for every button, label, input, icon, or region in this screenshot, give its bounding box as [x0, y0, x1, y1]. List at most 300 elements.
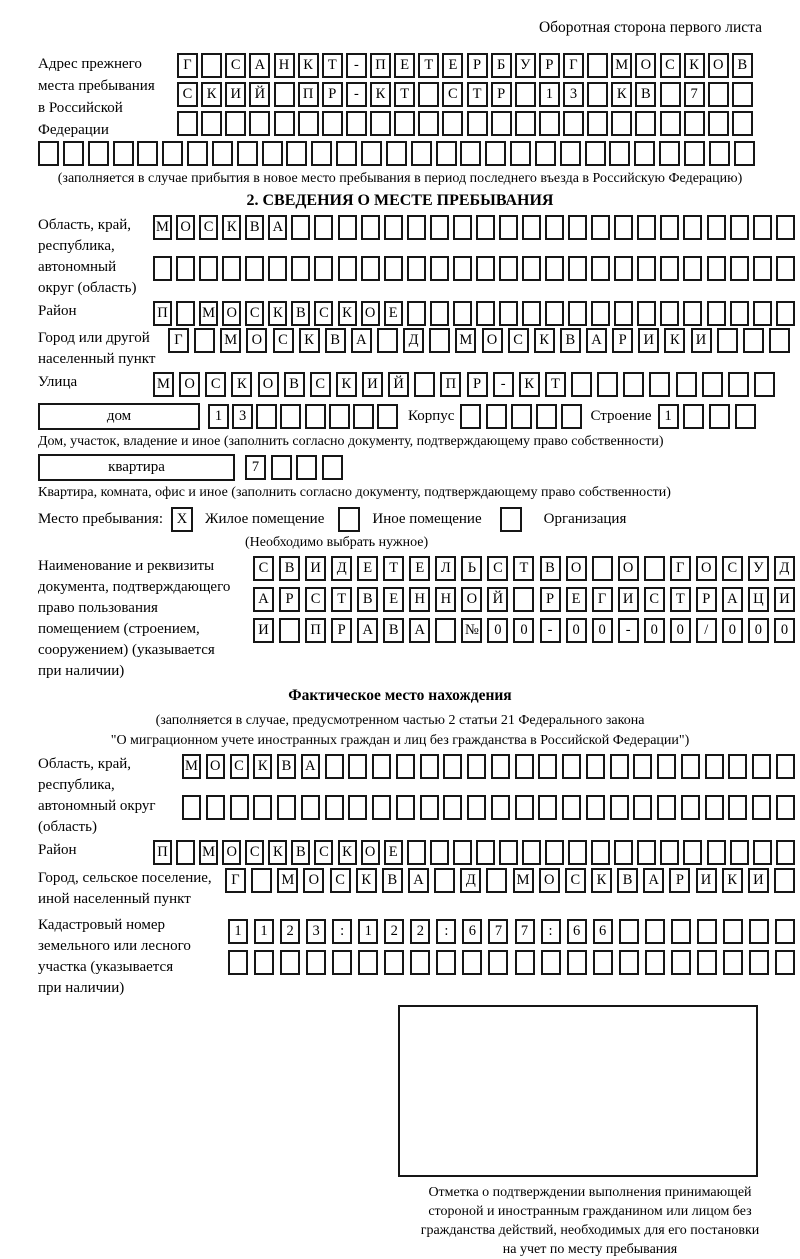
- char-cell[interactable]: В: [245, 215, 264, 240]
- char-cell[interactable]: [491, 111, 512, 136]
- char-cell[interactable]: В: [291, 840, 310, 865]
- char-cell[interactable]: -: [618, 618, 639, 643]
- char-cell[interactable]: [683, 840, 702, 865]
- actual-region-row-2[interactable]: [182, 795, 795, 820]
- char-cell[interactable]: [396, 754, 415, 779]
- char-cell[interactable]: [225, 111, 246, 136]
- char-cell[interactable]: П: [298, 82, 319, 107]
- char-cell[interactable]: [645, 950, 665, 975]
- char-cell[interactable]: [659, 141, 680, 166]
- char-cell[interactable]: И: [305, 556, 326, 581]
- char-cell[interactable]: [709, 141, 730, 166]
- char-cell[interactable]: [384, 950, 404, 975]
- char-cell[interactable]: Т: [331, 587, 352, 612]
- char-cell[interactable]: [660, 82, 681, 107]
- house-number-cells[interactable]: [208, 404, 398, 429]
- char-cell[interactable]: В: [277, 754, 296, 779]
- char-cell[interactable]: [476, 256, 495, 281]
- char-cell[interactable]: [697, 950, 717, 975]
- char-cell[interactable]: 1: [228, 919, 248, 944]
- char-cell[interactable]: [522, 215, 541, 240]
- char-cell[interactable]: Р: [612, 328, 633, 353]
- char-cell[interactable]: [332, 950, 352, 975]
- char-cell[interactable]: К: [534, 328, 555, 353]
- actual-region-row-1[interactable]: [182, 754, 795, 779]
- char-cell[interactable]: Г: [225, 868, 246, 893]
- char-cell[interactable]: [749, 950, 769, 975]
- char-cell[interactable]: [660, 301, 679, 326]
- char-cell[interactable]: Т: [467, 82, 488, 107]
- char-cell[interactable]: [322, 111, 343, 136]
- char-cell[interactable]: К: [519, 372, 540, 397]
- char-cell[interactable]: Б: [491, 53, 512, 78]
- char-cell[interactable]: [443, 754, 462, 779]
- char-cell[interactable]: [177, 111, 198, 136]
- char-cell[interactable]: [346, 111, 367, 136]
- char-cell[interactable]: [536, 404, 557, 429]
- char-cell[interactable]: [429, 328, 450, 353]
- char-cell[interactable]: И: [618, 587, 639, 612]
- char-cell[interactable]: К: [338, 301, 357, 326]
- char-cell[interactable]: О: [635, 53, 656, 78]
- char-cell[interactable]: [593, 950, 613, 975]
- char-cell[interactable]: 7: [245, 455, 266, 480]
- char-cell[interactable]: Ь: [461, 556, 482, 581]
- char-cell[interactable]: [707, 256, 726, 281]
- char-cell[interactable]: [336, 141, 357, 166]
- char-cell[interactable]: Й: [388, 372, 409, 397]
- char-cell[interactable]: 1: [658, 404, 679, 429]
- char-cell[interactable]: [586, 754, 605, 779]
- char-cell[interactable]: [499, 256, 518, 281]
- char-cell[interactable]: [611, 111, 632, 136]
- char-cell[interactable]: [623, 372, 644, 397]
- char-cell[interactable]: С: [565, 868, 586, 893]
- char-cell[interactable]: [296, 455, 317, 480]
- char-cell[interactable]: О: [179, 372, 200, 397]
- char-cell[interactable]: [728, 754, 747, 779]
- char-cell[interactable]: [660, 840, 679, 865]
- char-cell[interactable]: О: [482, 328, 503, 353]
- char-cell[interactable]: Д: [403, 328, 424, 353]
- char-cell[interactable]: Ц: [748, 587, 769, 612]
- char-cell[interactable]: С: [660, 53, 681, 78]
- checkbox-organization[interactable]: [500, 507, 522, 532]
- char-cell[interactable]: [271, 455, 292, 480]
- char-cell[interactable]: Н: [274, 53, 295, 78]
- char-cell[interactable]: М: [277, 868, 298, 893]
- char-cell[interactable]: -: [346, 53, 367, 78]
- char-cell[interactable]: [407, 301, 426, 326]
- char-cell[interactable]: [353, 404, 374, 429]
- char-cell[interactable]: С: [199, 215, 218, 240]
- char-cell[interactable]: Д: [774, 556, 795, 581]
- char-cell[interactable]: [251, 868, 272, 893]
- char-cell[interactable]: [162, 141, 183, 166]
- char-cell[interactable]: К: [722, 868, 743, 893]
- char-cell[interactable]: 7: [684, 82, 705, 107]
- char-cell[interactable]: М: [153, 372, 174, 397]
- char-cell[interactable]: [649, 372, 670, 397]
- char-cell[interactable]: [708, 111, 729, 136]
- char-cell[interactable]: К: [684, 53, 705, 78]
- char-cell[interactable]: [743, 328, 764, 353]
- region-row-1[interactable]: [153, 215, 795, 240]
- char-cell[interactable]: В: [325, 328, 346, 353]
- char-cell[interactable]: [697, 919, 717, 944]
- char-cell[interactable]: Г: [592, 587, 613, 612]
- actual-city-row[interactable]: [225, 868, 795, 893]
- char-cell[interactable]: [249, 111, 270, 136]
- char-cell[interactable]: [522, 256, 541, 281]
- char-cell[interactable]: И: [225, 82, 246, 107]
- char-cell[interactable]: [488, 950, 508, 975]
- char-cell[interactable]: [253, 795, 272, 820]
- char-cell[interactable]: [301, 795, 320, 820]
- char-cell[interactable]: А: [253, 587, 274, 612]
- char-cell[interactable]: [462, 950, 482, 975]
- char-cell[interactable]: [730, 256, 749, 281]
- char-cell[interactable]: [338, 215, 357, 240]
- char-cell[interactable]: В: [383, 618, 404, 643]
- char-cell[interactable]: [420, 754, 439, 779]
- char-cell[interactable]: [38, 141, 59, 166]
- char-cell[interactable]: №: [461, 618, 482, 643]
- char-cell[interactable]: К: [338, 840, 357, 865]
- char-cell[interactable]: А: [249, 53, 270, 78]
- char-cell[interactable]: С: [314, 301, 333, 326]
- char-cell[interactable]: А: [586, 328, 607, 353]
- char-cell[interactable]: [684, 111, 705, 136]
- char-cell[interactable]: [633, 795, 652, 820]
- char-cell[interactable]: [545, 215, 564, 240]
- char-cell[interactable]: [754, 372, 775, 397]
- char-cell[interactable]: 1: [208, 404, 229, 429]
- char-cell[interactable]: 2: [410, 919, 430, 944]
- char-cell[interactable]: [637, 301, 656, 326]
- char-cell[interactable]: [730, 301, 749, 326]
- char-cell[interactable]: [467, 111, 488, 136]
- char-cell[interactable]: 3: [563, 82, 584, 107]
- char-cell[interactable]: Р: [669, 868, 690, 893]
- char-cell[interactable]: [732, 111, 753, 136]
- prev-address-row-4[interactable]: [38, 141, 755, 166]
- doc-row-1[interactable]: [253, 556, 795, 581]
- char-cell[interactable]: М: [199, 840, 218, 865]
- char-cell[interactable]: [430, 215, 449, 240]
- char-cell[interactable]: [176, 840, 195, 865]
- city-row[interactable]: [168, 328, 790, 353]
- char-cell[interactable]: Е: [384, 840, 403, 865]
- char-cell[interactable]: [407, 215, 426, 240]
- char-cell[interactable]: [614, 256, 633, 281]
- district-row[interactable]: [153, 301, 795, 326]
- char-cell[interactable]: [434, 868, 455, 893]
- char-cell[interactable]: Р: [467, 53, 488, 78]
- char-cell[interactable]: [732, 82, 753, 107]
- char-cell[interactable]: В: [560, 328, 581, 353]
- char-cell[interactable]: И: [253, 618, 274, 643]
- char-cell[interactable]: [707, 840, 726, 865]
- char-cell[interactable]: [592, 556, 613, 581]
- char-cell[interactable]: [515, 754, 534, 779]
- char-cell[interactable]: 3: [306, 919, 326, 944]
- char-cell[interactable]: [384, 256, 403, 281]
- char-cell[interactable]: [510, 141, 531, 166]
- char-cell[interactable]: [513, 587, 534, 612]
- char-cell[interactable]: [567, 950, 587, 975]
- char-cell[interactable]: И: [362, 372, 383, 397]
- char-cell[interactable]: В: [635, 82, 656, 107]
- char-cell[interactable]: [637, 840, 656, 865]
- char-cell[interactable]: А: [643, 868, 664, 893]
- char-cell[interactable]: [338, 507, 360, 532]
- prev-address-row-3[interactable]: [177, 111, 753, 136]
- char-cell[interactable]: К: [336, 372, 357, 397]
- char-cell[interactable]: Е: [566, 587, 587, 612]
- char-cell[interactable]: А: [357, 618, 378, 643]
- char-cell[interactable]: С: [253, 556, 274, 581]
- char-cell[interactable]: Г: [670, 556, 691, 581]
- char-cell[interactable]: [372, 754, 391, 779]
- char-cell[interactable]: О: [206, 754, 225, 779]
- char-cell[interactable]: [749, 919, 769, 944]
- char-cell[interactable]: [396, 795, 415, 820]
- char-cell[interactable]: [298, 111, 319, 136]
- char-cell[interactable]: [609, 141, 630, 166]
- char-cell[interactable]: П: [153, 301, 172, 326]
- char-cell[interactable]: П: [370, 53, 391, 78]
- char-cell[interactable]: Д: [460, 868, 481, 893]
- char-cell[interactable]: [563, 111, 584, 136]
- char-cell[interactable]: Е: [394, 53, 415, 78]
- char-cell[interactable]: [436, 950, 456, 975]
- char-cell[interactable]: [176, 256, 195, 281]
- char-cell[interactable]: О: [708, 53, 729, 78]
- char-cell[interactable]: [372, 795, 391, 820]
- char-cell[interactable]: С: [273, 328, 294, 353]
- char-cell[interactable]: [435, 618, 456, 643]
- char-cell[interactable]: [491, 754, 510, 779]
- char-cell[interactable]: [753, 215, 772, 240]
- char-cell[interactable]: [634, 141, 655, 166]
- char-cell[interactable]: [63, 141, 84, 166]
- char-cell[interactable]: [515, 111, 536, 136]
- char-cell[interactable]: [774, 868, 795, 893]
- char-cell[interactable]: [228, 950, 248, 975]
- char-cell[interactable]: [522, 840, 541, 865]
- char-cell[interactable]: В: [284, 372, 305, 397]
- char-cell[interactable]: О: [539, 868, 560, 893]
- char-cell[interactable]: [268, 256, 287, 281]
- char-cell[interactable]: [491, 795, 510, 820]
- char-cell[interactable]: [752, 754, 771, 779]
- char-cell[interactable]: К: [222, 215, 241, 240]
- char-cell[interactable]: [467, 754, 486, 779]
- char-cell[interactable]: [633, 754, 652, 779]
- char-cell[interactable]: 6: [567, 919, 587, 944]
- char-cell[interactable]: [500, 507, 522, 532]
- char-cell[interactable]: [394, 111, 415, 136]
- char-cell[interactable]: [418, 82, 439, 107]
- char-cell[interactable]: [291, 215, 310, 240]
- char-cell[interactable]: [614, 840, 633, 865]
- char-cell[interactable]: О: [361, 840, 380, 865]
- char-cell[interactable]: [769, 328, 790, 353]
- char-cell[interactable]: Т: [383, 556, 404, 581]
- char-cell[interactable]: С: [330, 868, 351, 893]
- char-cell[interactable]: С: [245, 840, 264, 865]
- char-cell[interactable]: [485, 141, 506, 166]
- char-cell[interactable]: [370, 111, 391, 136]
- char-cell[interactable]: [735, 404, 756, 429]
- char-cell[interactable]: К: [298, 53, 319, 78]
- char-cell[interactable]: [279, 618, 300, 643]
- char-cell[interactable]: [560, 141, 581, 166]
- char-cell[interactable]: [201, 53, 222, 78]
- char-cell[interactable]: А: [408, 868, 429, 893]
- char-cell[interactable]: [676, 372, 697, 397]
- char-cell[interactable]: -: [540, 618, 561, 643]
- char-cell[interactable]: К: [664, 328, 685, 353]
- char-cell[interactable]: 2: [384, 919, 404, 944]
- char-cell[interactable]: [545, 301, 564, 326]
- char-cell[interactable]: [614, 215, 633, 240]
- char-cell[interactable]: [562, 795, 581, 820]
- char-cell[interactable]: П: [440, 372, 461, 397]
- char-cell[interactable]: С: [230, 754, 249, 779]
- char-cell[interactable]: Р: [467, 372, 488, 397]
- char-cell[interactable]: Т: [322, 53, 343, 78]
- char-cell[interactable]: -: [493, 372, 514, 397]
- char-cell[interactable]: -: [346, 82, 367, 107]
- char-cell[interactable]: С: [225, 53, 246, 78]
- char-cell[interactable]: С: [205, 372, 226, 397]
- char-cell[interactable]: О: [222, 840, 241, 865]
- char-cell[interactable]: [683, 404, 704, 429]
- char-cell[interactable]: М: [182, 754, 201, 779]
- char-cell[interactable]: К: [253, 754, 272, 779]
- char-cell[interactable]: [591, 256, 610, 281]
- char-cell[interactable]: [280, 950, 300, 975]
- char-cell[interactable]: [538, 795, 557, 820]
- char-cell[interactable]: [515, 795, 534, 820]
- char-cell[interactable]: [568, 301, 587, 326]
- char-cell[interactable]: [645, 919, 665, 944]
- char-cell[interactable]: [443, 795, 462, 820]
- char-cell[interactable]: [753, 840, 772, 865]
- char-cell[interactable]: К: [268, 840, 287, 865]
- char-cell[interactable]: [237, 141, 258, 166]
- char-cell[interactable]: И: [638, 328, 659, 353]
- char-cell[interactable]: 0: [644, 618, 665, 643]
- char-cell[interactable]: [657, 795, 676, 820]
- char-cell[interactable]: [776, 301, 795, 326]
- char-cell[interactable]: /: [696, 618, 717, 643]
- char-cell[interactable]: У: [515, 53, 536, 78]
- char-cell[interactable]: Й: [487, 587, 508, 612]
- actual-district-row[interactable]: [153, 840, 795, 865]
- char-cell[interactable]: С: [314, 840, 333, 865]
- char-cell[interactable]: [562, 754, 581, 779]
- char-cell[interactable]: У: [748, 556, 769, 581]
- char-cell[interactable]: [274, 111, 295, 136]
- doc-row-3[interactable]: [253, 618, 795, 643]
- char-cell[interactable]: [467, 795, 486, 820]
- char-cell[interactable]: К: [611, 82, 632, 107]
- char-cell[interactable]: Р: [540, 587, 561, 612]
- char-cell[interactable]: И: [696, 868, 717, 893]
- char-cell[interactable]: П: [305, 618, 326, 643]
- char-cell[interactable]: [311, 141, 332, 166]
- char-cell[interactable]: К: [591, 868, 612, 893]
- char-cell[interactable]: [776, 754, 795, 779]
- char-cell[interactable]: С: [177, 82, 198, 107]
- char-cell[interactable]: [568, 840, 587, 865]
- char-cell[interactable]: 0: [566, 618, 587, 643]
- char-cell[interactable]: [88, 141, 109, 166]
- char-cell[interactable]: К: [231, 372, 252, 397]
- char-cell[interactable]: 1: [539, 82, 560, 107]
- char-cell[interactable]: [671, 950, 691, 975]
- char-cell[interactable]: Е: [409, 556, 430, 581]
- char-cell[interactable]: Е: [384, 301, 403, 326]
- cadastre-row-2[interactable]: [228, 950, 795, 975]
- char-cell[interactable]: [201, 111, 222, 136]
- char-cell[interactable]: [535, 141, 556, 166]
- char-cell[interactable]: [539, 111, 560, 136]
- char-cell[interactable]: [305, 404, 326, 429]
- char-cell[interactable]: О: [361, 301, 380, 326]
- char-cell[interactable]: 2: [280, 919, 300, 944]
- char-cell[interactable]: [377, 328, 398, 353]
- char-cell[interactable]: [728, 795, 747, 820]
- char-cell[interactable]: [414, 372, 435, 397]
- char-cell[interactable]: 7: [515, 919, 535, 944]
- char-cell[interactable]: [717, 328, 738, 353]
- char-cell[interactable]: [199, 256, 218, 281]
- char-cell[interactable]: [348, 795, 367, 820]
- char-cell[interactable]: [212, 141, 233, 166]
- char-cell[interactable]: С: [722, 556, 743, 581]
- char-cell[interactable]: [286, 141, 307, 166]
- char-cell[interactable]: [460, 141, 481, 166]
- char-cell[interactable]: [709, 404, 730, 429]
- char-cell[interactable]: М: [611, 53, 632, 78]
- char-cell[interactable]: [486, 868, 507, 893]
- char-cell[interactable]: [681, 754, 700, 779]
- char-cell[interactable]: 0: [722, 618, 743, 643]
- char-cell[interactable]: [681, 795, 700, 820]
- street-row[interactable]: [153, 372, 775, 397]
- char-cell[interactable]: Г: [168, 328, 189, 353]
- char-cell[interactable]: [657, 754, 676, 779]
- char-cell[interactable]: [230, 795, 249, 820]
- char-cell[interactable]: [568, 215, 587, 240]
- char-cell[interactable]: [683, 301, 702, 326]
- stroenie-cells[interactable]: [658, 404, 756, 429]
- char-cell[interactable]: [361, 256, 380, 281]
- house-type-box[interactable]: дом: [38, 403, 200, 430]
- char-cell[interactable]: [776, 215, 795, 240]
- char-cell[interactable]: [522, 301, 541, 326]
- char-cell[interactable]: [561, 404, 582, 429]
- char-cell[interactable]: [775, 950, 795, 975]
- char-cell[interactable]: [245, 256, 264, 281]
- char-cell[interactable]: П: [153, 840, 172, 865]
- char-cell[interactable]: [619, 950, 639, 975]
- char-cell[interactable]: В: [382, 868, 403, 893]
